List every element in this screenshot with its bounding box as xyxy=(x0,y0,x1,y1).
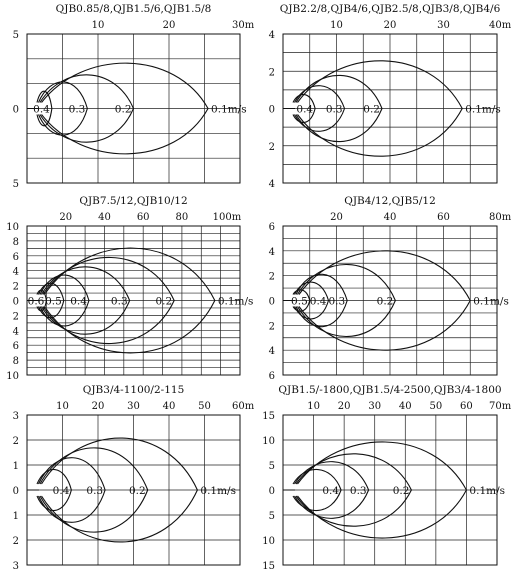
y-tick-label: 5 xyxy=(12,179,19,190)
y-tick-label: 4 xyxy=(268,346,275,358)
contour-label: 0.4 xyxy=(70,295,87,308)
x-tick-label: 70m xyxy=(489,401,512,412)
y-tick-label: 4 xyxy=(268,246,275,258)
x-tick-label: 60 xyxy=(136,212,150,223)
contour-label: 0.2 xyxy=(114,103,132,116)
y-tick-label: 3 xyxy=(12,411,19,422)
contour-label: 0.3 xyxy=(68,103,86,116)
y-tick-label: 6 xyxy=(268,222,275,233)
contour-label: 0.4 xyxy=(322,485,340,497)
x-tick-label: 40 xyxy=(398,401,412,412)
contour-label: 0.1m/s xyxy=(473,295,509,308)
contour-label: 0.4 xyxy=(296,103,314,116)
x-tick-label: 10 xyxy=(330,20,343,31)
y-tick-label: 15 xyxy=(262,561,275,572)
x-tick-label: 50 xyxy=(429,401,443,412)
contour-label: 0.2 xyxy=(155,295,173,308)
contour-label: 0.6 xyxy=(27,295,45,308)
contour-label: 0.2 xyxy=(392,485,410,497)
y-tick-label: 2 xyxy=(268,67,275,79)
contour-label: 0.1m/s xyxy=(200,485,236,497)
x-tick-label: 20 xyxy=(337,401,351,412)
contour-label: 0.2 xyxy=(363,103,380,116)
y-tick-label: 2 xyxy=(12,436,19,447)
chart-title: QJB4/12,QJB5/12 xyxy=(344,195,436,207)
x-tick-label: 20 xyxy=(383,20,397,31)
chart-panel-2 xyxy=(269,3,512,190)
y-tick-label: 2 xyxy=(12,536,19,547)
x-tick-label: 60m xyxy=(232,401,255,412)
contour-label: 0.1m/s xyxy=(465,103,501,116)
y-tick-label: 10 xyxy=(262,436,275,447)
x-tick-label: 20 xyxy=(59,212,73,223)
x-tick-label: 50 xyxy=(198,401,211,412)
y-tick-label: 1 xyxy=(12,511,19,522)
chart-panel-5 xyxy=(13,384,255,572)
y-tick-label: 8 xyxy=(12,356,19,368)
y-tick-label: 0 xyxy=(268,104,275,116)
contour-label: 0.5 xyxy=(291,295,308,308)
x-tick-label: 20 xyxy=(330,212,343,223)
contour-label: 0.3 xyxy=(349,485,367,497)
chart-title: QJB3/4-1100/2-115 xyxy=(82,384,185,396)
chart-panel-1 xyxy=(13,3,255,190)
chart-panel-3 xyxy=(6,195,253,382)
y-tick-label: 4 xyxy=(12,326,19,338)
y-tick-label: 4 xyxy=(12,266,19,278)
x-tick-label: 80m xyxy=(489,212,512,223)
y-tick-label: 3 xyxy=(12,561,19,572)
contour-label: 0.2 xyxy=(376,295,394,308)
y-tick-label: 0 xyxy=(12,104,19,116)
x-tick-label: 100m xyxy=(212,212,242,223)
contour-label: 0.2 xyxy=(128,485,146,497)
y-tick-label: 2 xyxy=(12,281,19,293)
contour-label: 0.5 xyxy=(45,295,62,308)
y-tick-label: 10 xyxy=(6,371,19,382)
y-tick-label: 6 xyxy=(12,251,19,263)
x-tick-label: 30 xyxy=(127,401,140,412)
chart-panel-6 xyxy=(262,384,511,572)
y-tick-label: 10 xyxy=(262,536,275,547)
chart-panel-4 xyxy=(269,195,512,382)
x-tick-label: 20 xyxy=(91,401,105,412)
x-tick-label: 10 xyxy=(307,401,320,412)
x-tick-label: 40m xyxy=(489,20,512,31)
y-tick-label: 5 xyxy=(268,511,275,522)
x-tick-label: 40 xyxy=(162,401,176,412)
y-tick-label: 0 xyxy=(268,296,275,308)
y-tick-label: 6 xyxy=(12,341,19,353)
contour-label: 0.1m/s xyxy=(217,295,254,308)
x-tick-label: 20 xyxy=(162,20,176,31)
y-tick-label: 10 xyxy=(6,222,19,233)
x-tick-label: 60 xyxy=(437,212,450,223)
chart-title: QJB7.5/12,QJB10/12 xyxy=(79,195,188,207)
y-tick-label: 0 xyxy=(12,296,19,308)
contour-label: 0.1m/s xyxy=(211,103,247,116)
y-tick-label: 8 xyxy=(12,236,19,248)
y-tick-label: 2 xyxy=(12,311,19,323)
y-tick-label: 2 xyxy=(268,321,275,333)
y-tick-label: 5 xyxy=(12,30,19,41)
y-tick-label: 2 xyxy=(268,271,275,283)
y-tick-label: 0 xyxy=(12,486,19,497)
y-tick-label: 15 xyxy=(262,411,275,422)
x-tick-label: 60 xyxy=(460,401,473,412)
x-tick-label: 40 xyxy=(98,212,111,223)
x-tick-label: 80 xyxy=(175,212,189,223)
contour-label: 0.3 xyxy=(110,295,128,308)
contour-label: 0.3 xyxy=(86,485,104,497)
contour-label: 0.4 xyxy=(309,295,327,308)
y-tick-label: 4 xyxy=(268,179,275,190)
y-tick-label: 5 xyxy=(268,461,275,472)
x-tick-label: 30m xyxy=(232,20,255,31)
y-tick-label: 6 xyxy=(268,371,275,382)
contour-label: 0.4 xyxy=(52,485,70,497)
x-tick-label: 10 xyxy=(91,20,105,31)
contour-label: 0.3 xyxy=(325,103,343,116)
y-tick-label: 4 xyxy=(268,30,275,41)
x-tick-label: 30 xyxy=(368,401,382,412)
x-tick-label: 40 xyxy=(383,212,397,223)
y-tick-label: 1 xyxy=(12,461,19,472)
x-tick-label: 10 xyxy=(56,401,69,412)
contour-label: 0.1m/s xyxy=(469,485,506,497)
y-tick-label: 2 xyxy=(268,141,275,153)
x-tick-label: 30 xyxy=(437,20,450,31)
chart-title: QJB0.85/8,QJB1.5/6,QJB1.5/8 xyxy=(55,3,212,15)
contour-label: 0.3 xyxy=(328,295,346,308)
chart-title: QJB2.2/8,QJB4/6,QJB2.5/8,QJB3/8,QJB4/6 xyxy=(279,3,501,15)
chart-title: QJB1.5/-1800,QJB1.5/4-2500,QJB3/4-1800 xyxy=(278,384,502,396)
y-tick-label: 0 xyxy=(268,486,275,497)
contour-label: 0.4 xyxy=(33,103,50,116)
